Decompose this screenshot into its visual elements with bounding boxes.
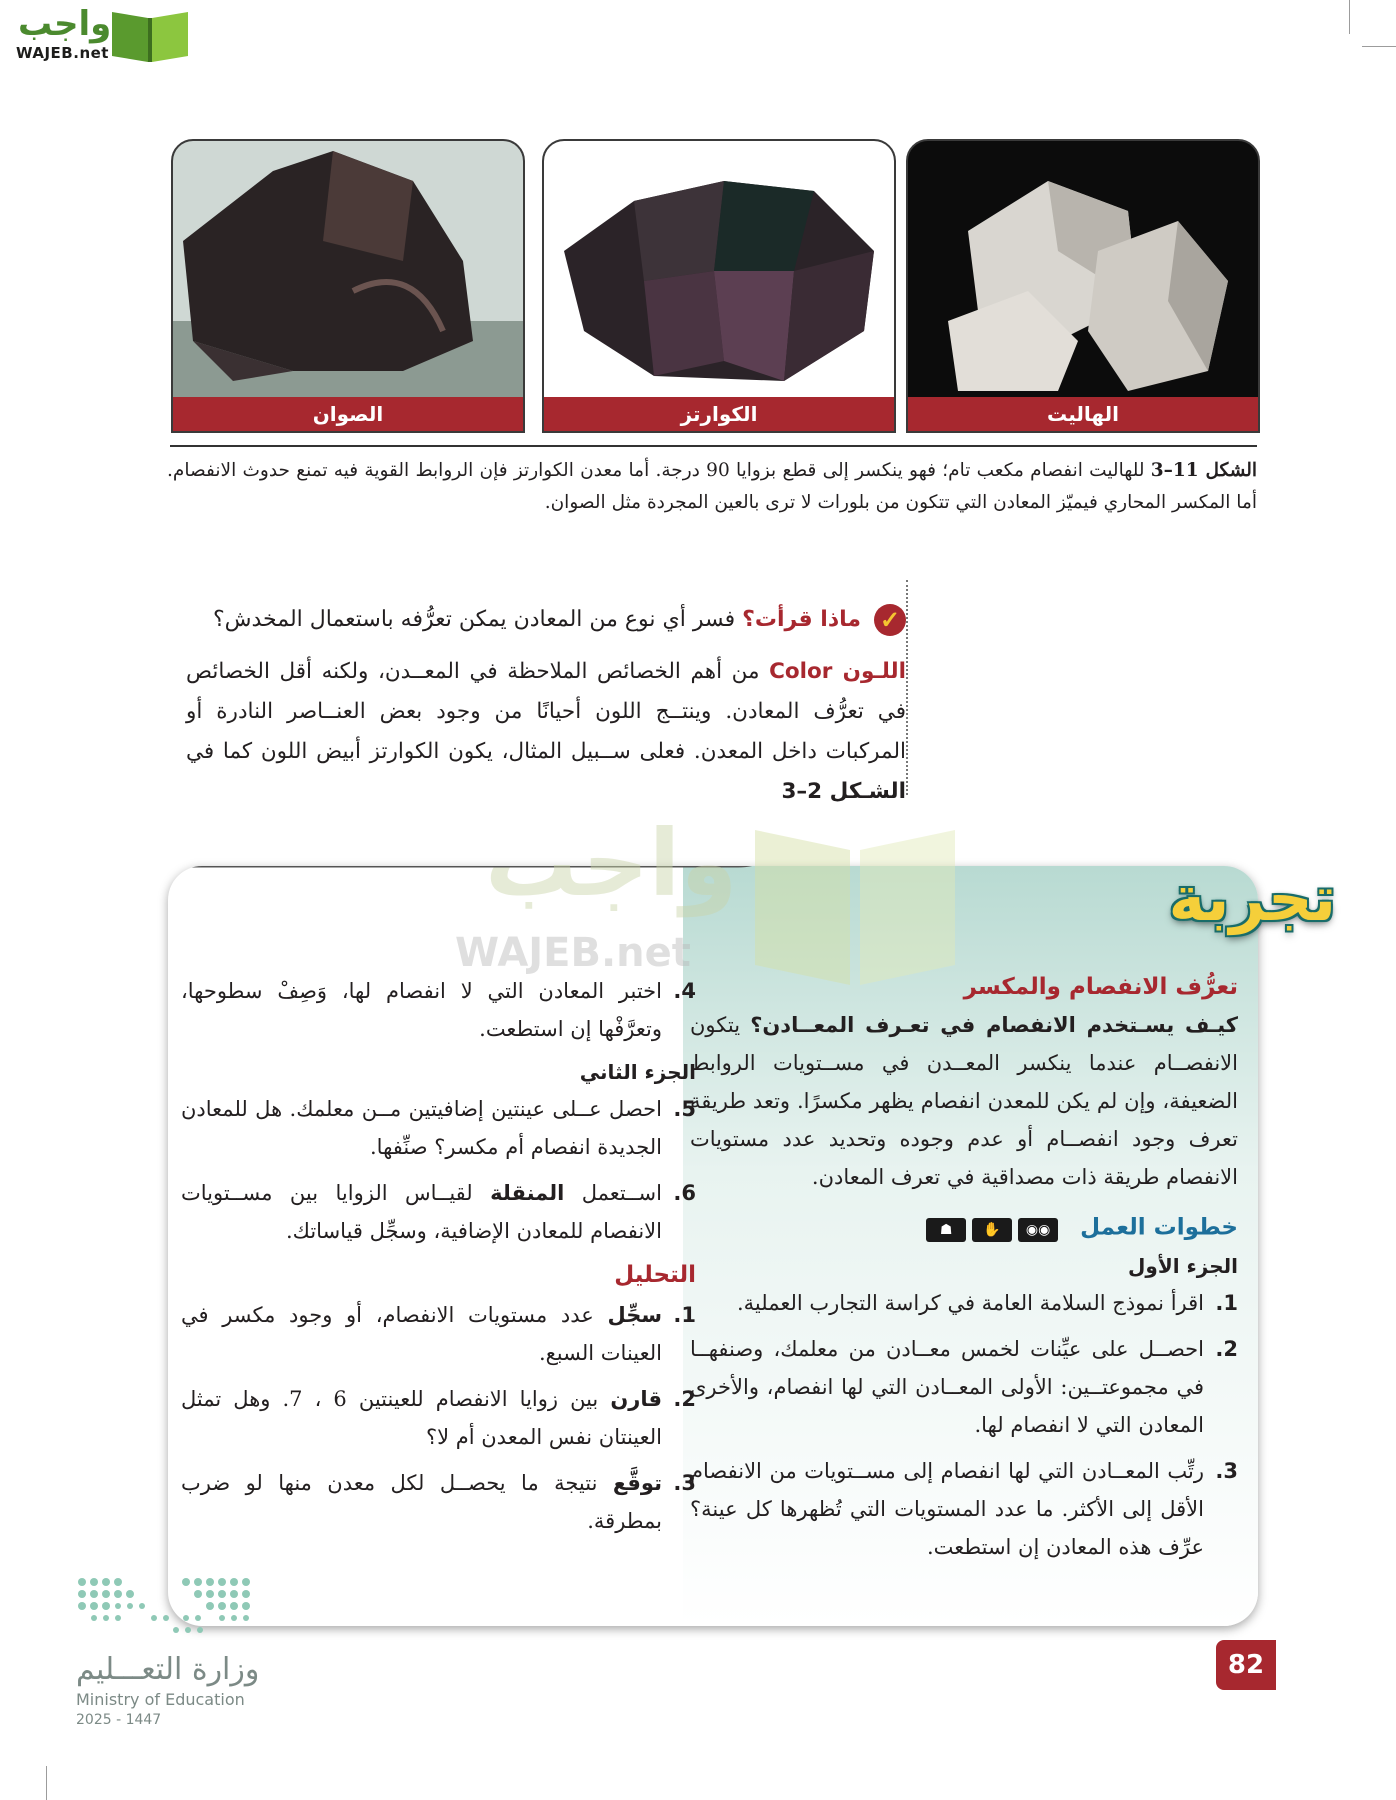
list-item <box>690 1452 1238 1566</box>
item-text <box>181 1296 662 1372</box>
item-number: 3. <box>673 1471 696 1495</box>
item-text: اختبر المعادن التي لا انفصام لها، وَصِفْ سطوحها، وتعرَّفْها إن استطعت. <box>181 979 662 1041</box>
photo-quartz <box>542 139 896 433</box>
experiment-intro <box>690 1006 1238 1196</box>
reading-check-lead: ماذا قرأت؟ <box>742 607 861 632</box>
color-paragraph <box>186 652 906 812</box>
quartz-image <box>544 141 894 397</box>
watermark-latin: WAJEB.net <box>455 930 691 976</box>
item-text: احصل عــلى عينتين إضافيتين مــن معلمك. هل للمعادن الجديدة انفصام أم مكسر؟ صنِّفها. <box>181 1097 662 1159</box>
figure-caption-label: الشكل 11–3 <box>1150 460 1257 481</box>
ministry-logo <box>76 1576 276 1736</box>
item-number: 4. <box>673 979 696 1003</box>
ministry-english: Ministry of Education <box>76 1690 245 1709</box>
crop-mark <box>1349 0 1350 34</box>
item-keyword: توقَّع <box>612 1471 662 1495</box>
experiment-intro-question: كيـف يسـتخدم الانفصام في تعـرف المعــادن؟ <box>750 1013 1238 1037</box>
item-number: 1. <box>673 1303 696 1327</box>
color-term: اللـون Color <box>769 659 906 684</box>
item-text-body: بين زوايا الانفصام للعينتين 6 ، 7. وهل تمثل العينتان نفس المعدن أم لا؟ <box>181 1387 662 1449</box>
halite-image <box>908 141 1258 397</box>
crop-mark <box>1362 46 1396 47</box>
list-item <box>181 1090 696 1166</box>
experiment-heading: تعرُّف الانفصام والمكسر <box>963 974 1238 1000</box>
page-number: 82 <box>1216 1640 1276 1690</box>
item-number: 6. <box>673 1181 696 1205</box>
item-keyword: سجِّل <box>607 1303 662 1327</box>
item-text <box>181 1464 662 1540</box>
item-number: 2. <box>1215 1337 1238 1361</box>
lab-coat-icon: ☗ <box>926 1218 966 1242</box>
goggles-icon: ◉◉ <box>1018 1218 1058 1242</box>
safety-icons <box>920 1214 1058 1242</box>
reading-check-question: فسر أي نوع من المعادن يمكن تعرُّفه باستعمال المخدش؟ <box>212 607 736 632</box>
figure-reference: الشـكل 2–3 <box>781 779 906 804</box>
list-item <box>181 1380 696 1456</box>
crop-mark <box>46 1766 47 1800</box>
list-item <box>181 972 696 1048</box>
ministry-arabic: وزارة التعـــليم <box>76 1652 260 1687</box>
checkmark-icon: ✓ <box>874 604 906 636</box>
item-number: 3. <box>1215 1459 1238 1483</box>
logo-latin: WAJEB.net <box>16 44 109 62</box>
photo-flint <box>171 139 525 433</box>
item-number: 1. <box>1215 1291 1238 1315</box>
figure-caption-text: للهاليت انفصام مكعب تام؛ فهو ينكسر إلى قطع بزوايا 90 درجة. أما معدن الكوارتز فإن الروابط القوية فيه تمنع حدوث الانفصام. أما المكسر المحاري فيميّز المعادن التي تتكون من بلورات لا ترى بالعين المجردة مثل الصوان. <box>167 460 1257 513</box>
item-text: رتِّب المعــادن التي لها انفصام إلى مســتويات من الانفصام الأقل إلى الأكثر. ما عدد المستويات التي تُظهرها كل عينة؟ عرِّف هذه المعادن إن استطعت. <box>690 1459 1204 1559</box>
reading-check <box>186 600 906 812</box>
photo-caption-flint: الصوان <box>173 397 523 431</box>
item-number: 5. <box>673 1097 696 1121</box>
steps-heading-label: خطوات العمل <box>1080 1214 1238 1241</box>
list-item <box>181 1296 696 1372</box>
list-item <box>181 1174 696 1250</box>
steps-heading <box>690 1214 1238 1242</box>
list-item <box>181 1464 696 1540</box>
ministry-year: 2025 - 1447 <box>76 1712 162 1728</box>
experiment-right-column <box>690 974 1238 1574</box>
logo-arabic: واجب <box>18 4 112 44</box>
flint-image <box>173 141 523 397</box>
panel-tab-outline <box>168 866 1258 986</box>
book-icon <box>108 6 192 64</box>
ministry-dots-icon <box>76 1576 256 1634</box>
item-keyword: المنقلة <box>490 1181 565 1205</box>
part1-heading: الجزء الأول <box>1128 1254 1238 1278</box>
experiment-title: تجربة <box>1168 862 1336 935</box>
list-item <box>690 1284 1238 1322</box>
experiment-left-column <box>181 972 696 1548</box>
experiment-intro-text: يتكون الانفصــام عندما ينكسر المعــدن في مســتويات الروابط الضعيفة، وإن لم يكن للمعدن انفصام يظهر مكسرًا. وتعد طريقة تعرف وجود انفصــام أو عدم وجوده وتحديد عدد مستويات الانفصام طريقة ذات مصداقية في تعرف المعادن. <box>690 1013 1238 1189</box>
column-divider <box>906 580 908 795</box>
part2-heading: الجزء الثاني <box>579 1060 696 1084</box>
item-number: 2. <box>673 1387 696 1411</box>
watermark-arabic: واجب <box>485 810 738 917</box>
item-text-body: عدد مستويات الانفصام، أو وجود مكسر في العينات السبع. <box>181 1303 662 1365</box>
item-text-body: نتيجة ما يحصــل لكل معدن منها لو ضرب بمطرقة. <box>181 1471 662 1533</box>
item-text-pre: اســتعمل <box>581 1181 662 1205</box>
item-text <box>181 1380 662 1456</box>
analysis-heading: التحليل <box>614 1262 696 1288</box>
list-item <box>690 1330 1238 1444</box>
item-text: اقرأ نموذج السلامة العامة في كراسة التجارب العملية. <box>736 1291 1204 1315</box>
photo-caption-halite: الهاليت <box>908 397 1258 431</box>
color-text: من أهم الخصائص الملاحظة في المعــدن، ولكنه أقل الخصائص في تعرُّف المعادن. وينتــج اللون أحيانًا من وجود بعض العنــاصر النادرة أو المركبات داخل المعدن. فعلى ســبيل المثال، يكون الكوارتز أبيض اللون كما في <box>186 659 906 764</box>
item-text <box>181 1174 662 1250</box>
figure-caption <box>167 455 1257 519</box>
item-text: احصــل على عيِّنات لخمس معــادن من معلمك، وصنفهــا في مجموعتــين: الأولى المعــادن التي لها انفصام، والأخرى المعادن التي لا انفصام لها. <box>690 1337 1204 1437</box>
wajeb-logo[interactable] <box>8 4 188 68</box>
photo-caption-quartz: الكوارتز <box>544 397 894 431</box>
hand-icon: ✋ <box>972 1218 1012 1242</box>
photo-halite <box>906 139 1260 433</box>
figure-rule <box>170 445 1257 447</box>
item-text-post: لقيــاس الزوايا بين مســتويات الانفصام للمعادن الإضافية، وسجِّل قياساتك. <box>181 1181 662 1243</box>
reading-check-question-line <box>186 600 906 640</box>
item-keyword: قارن <box>610 1387 662 1411</box>
